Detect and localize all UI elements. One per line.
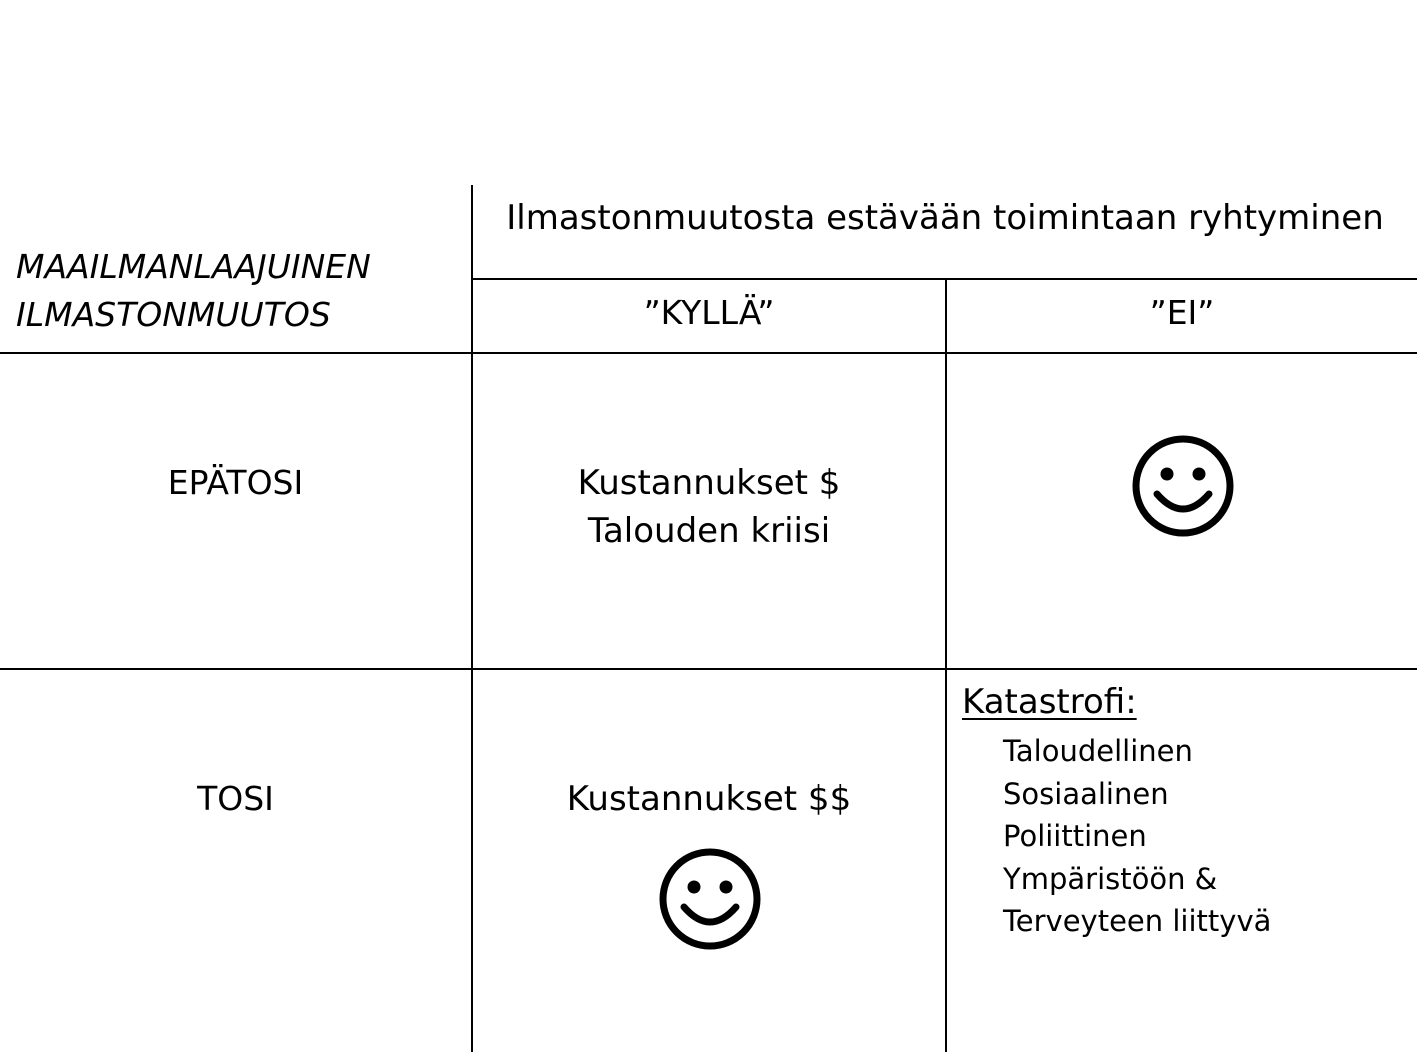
column-header-no: ”EI”: [1149, 293, 1215, 332]
smiley-face-icon: [1129, 432, 1237, 540]
smiley-face-icon: [656, 845, 764, 953]
list-item: Sosiaalinen: [1003, 776, 1169, 811]
cell-false-yes-line1: Kustannukset $: [577, 463, 841, 503]
column-divider-2: [945, 279, 947, 1052]
row-label-false: EPÄTOSI: [167, 463, 304, 502]
row-divider: [0, 668, 1417, 670]
header-sub-divider: [473, 278, 1417, 280]
header-bottom-divider: [0, 352, 1417, 354]
row-header-line2: ILMASTONMUUTOS: [16, 295, 331, 334]
cell-false-yes-line2: Talouden kriisi: [587, 511, 831, 551]
list-item: Ympäristöön &: [1003, 861, 1218, 896]
row-label-true: TOSI: [197, 779, 274, 818]
row-header-line1: MAAILMANLAAJUINEN: [16, 247, 371, 286]
list-item: Terveyteen liittyvä: [1003, 904, 1272, 938]
column-header-yes: ”KYLLÄ”: [643, 293, 775, 332]
catastrophe-title: Katastrofi:: [962, 682, 1137, 722]
list-item: Poliittinen: [1003, 819, 1147, 853]
column-group-header: Ilmastonmuutosta estävään toimintaan ryhtyminen: [506, 198, 1384, 238]
cell-true-yes-line1: Kustannukset $$: [566, 779, 852, 819]
list-item: Taloudellinen: [1003, 734, 1193, 768]
catastrophe-list: [1003, 730, 1271, 943]
